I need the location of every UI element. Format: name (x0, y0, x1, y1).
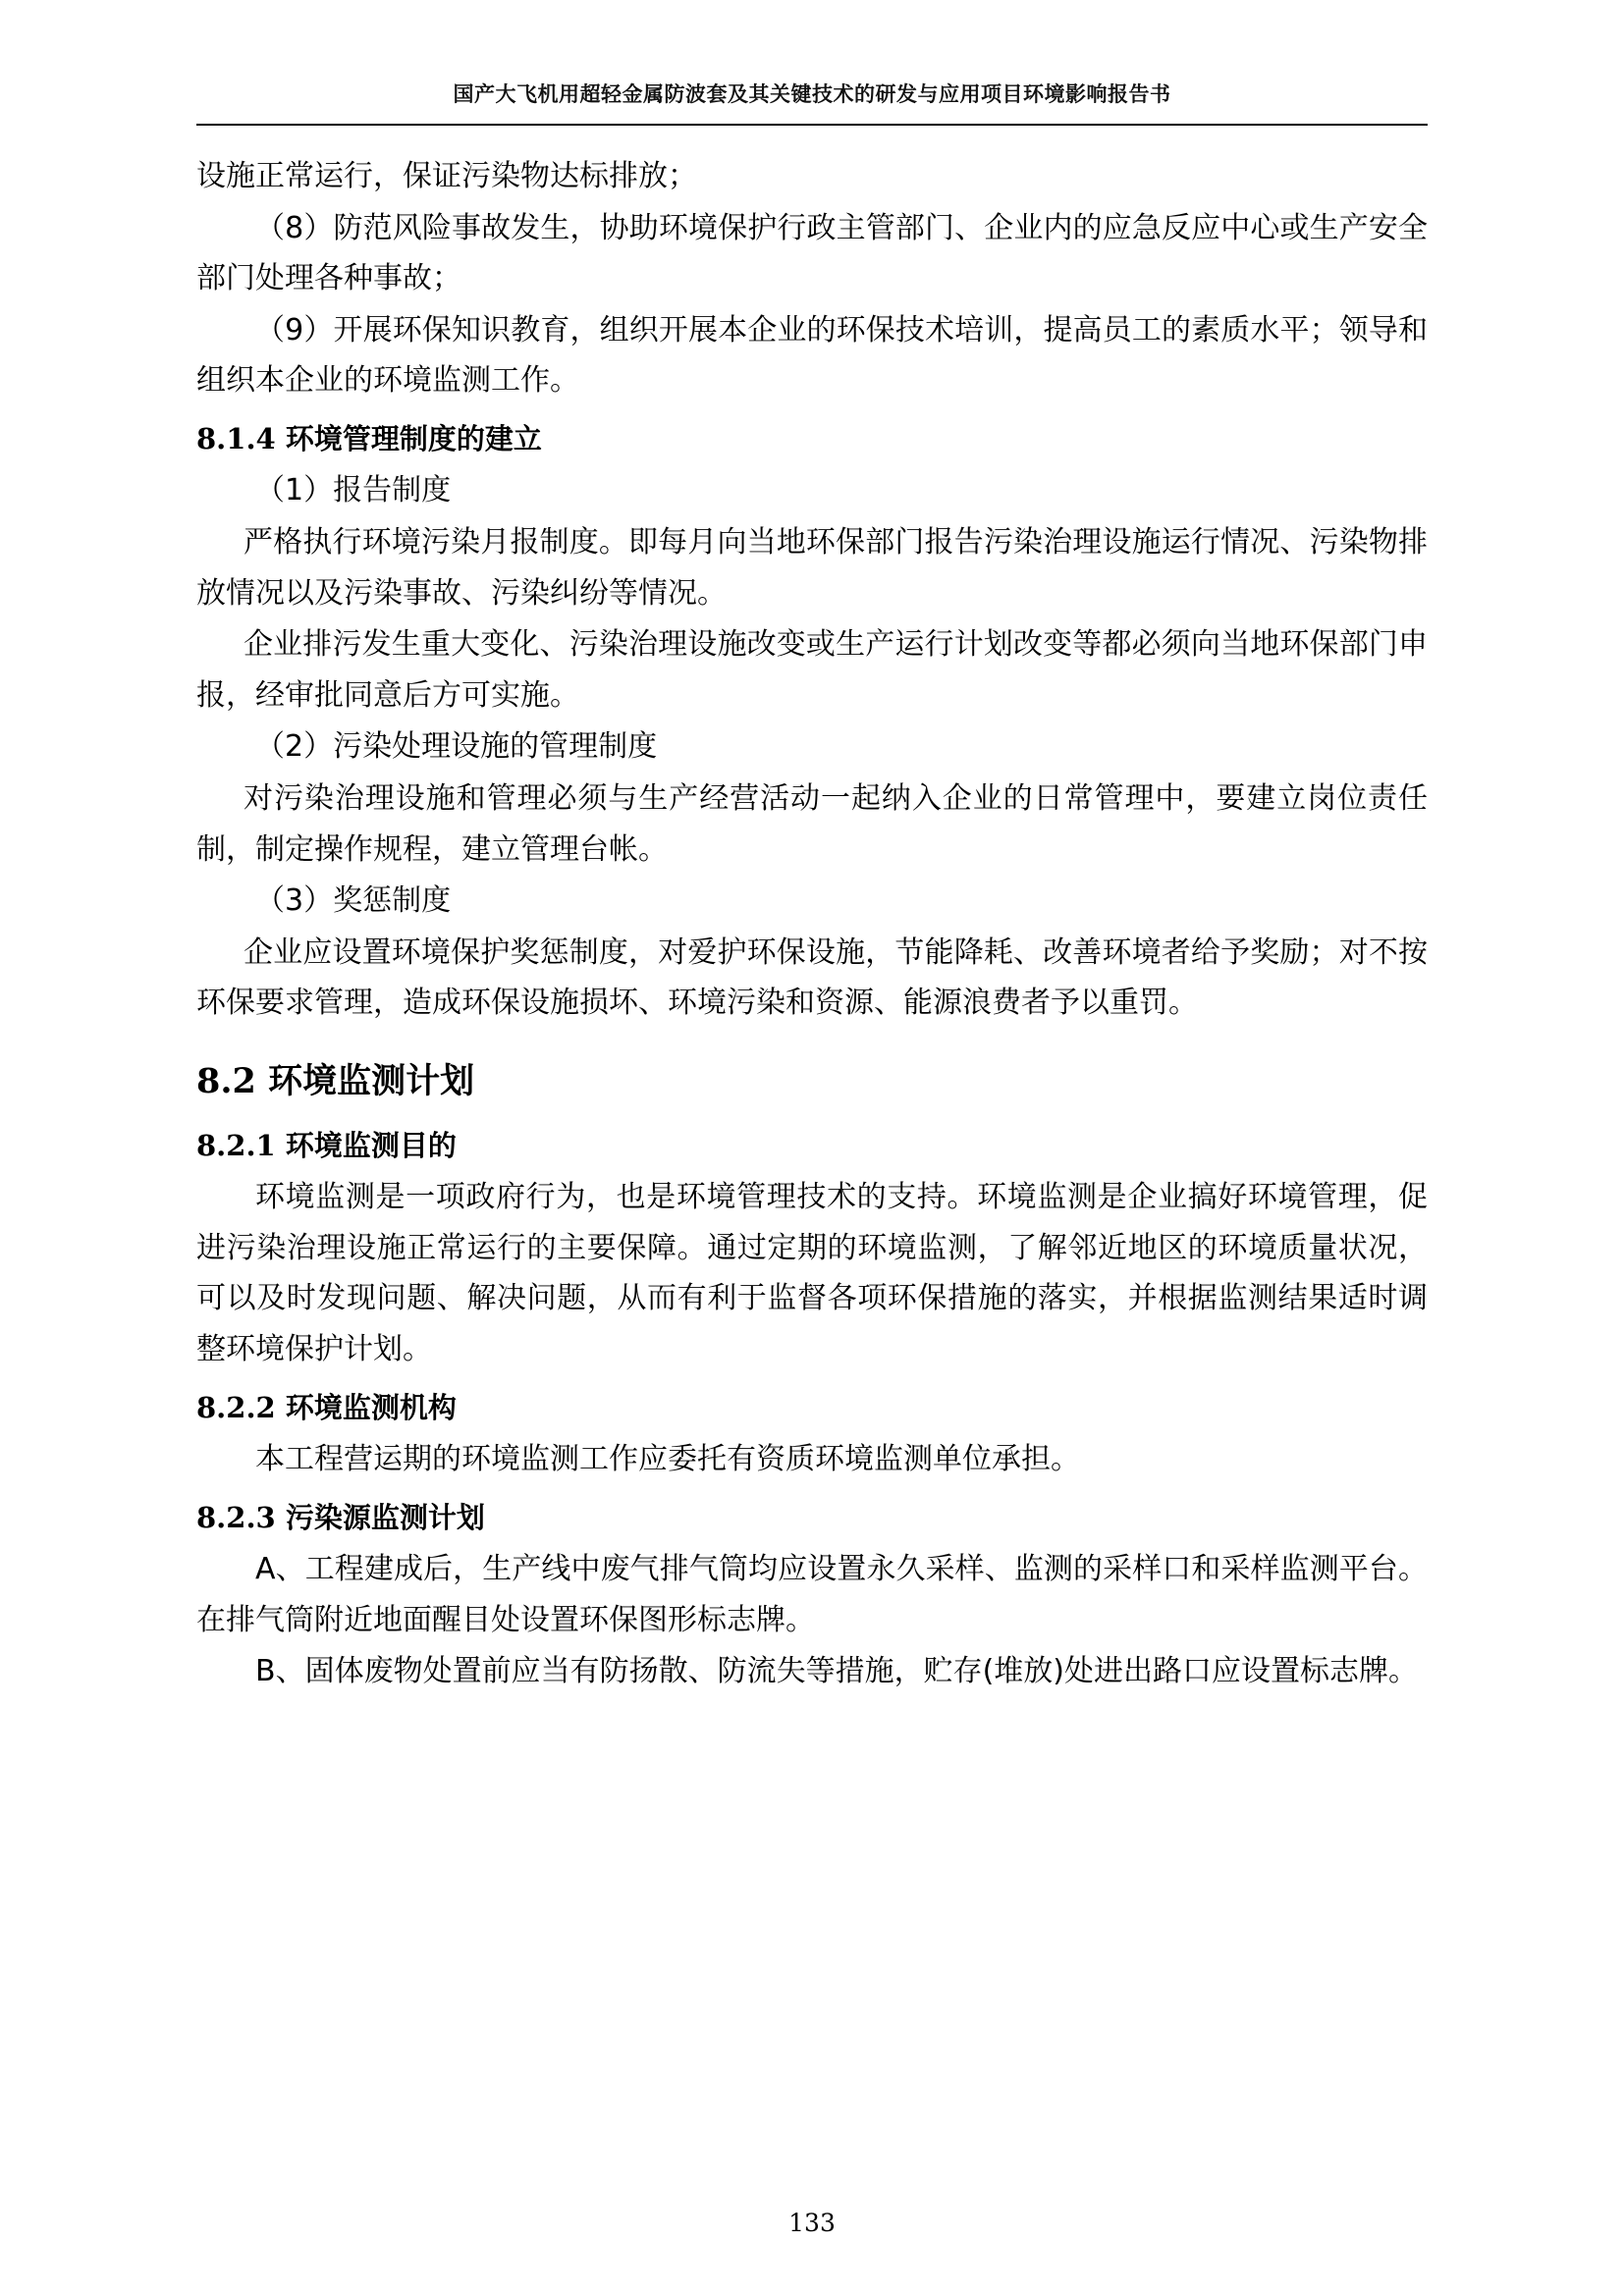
page-header-title: 国产大飞机用超轻金属防波套及其关键技术的研发与应用项目环境影响报告书 (453, 81, 1171, 106)
heading-8-2: 8.2 环境监测计划 (196, 1060, 475, 1101)
heading-8-2-3: 8.2.3 污染源监测计划 (196, 1500, 485, 1534)
header-divider (196, 124, 1428, 126)
paragraph-item-8: （8）防范风险事故发生，协助环境保护行政主管部门、企业内的应急反应中心或生产安全部门处理各种事故； (196, 210, 1428, 296)
paragraph-continued: 设施正常运行，保证污染物达标排放； (196, 159, 697, 193)
heading-8-1-4: 8.1.4 环境管理制度的建立 (196, 421, 542, 455)
paragraph-monitor-purpose: 环境监测是一项政府行为，也是环境管理技术的支持。环境监测是企业搞好环境管理，促进污染治理设施正常运行的主要保障。通过定期的环境监测，了解邻近地区的环境质量状况，可以及时发现问题、解决问题，从而有利于监督各项环保措施的落实，并根据监测结果适时调整环境保护计划。 (196, 1180, 1428, 1367)
page-number: 133 (788, 2209, 836, 2237)
paragraph-reward-1: 企业应设置环境保护奖惩制度，对爱护环保设施，节能降耗、改善环境者给予奖励；对不按环保要求管理，造成环保设施损坏、环境污染和资源、能源浪费者予以重罚。 (196, 934, 1428, 1021)
paragraph-report-1: 严格执行环境污染月报制度。即每月向当地环保部门报告污染治理设施运行情况、污染物排放情况以及污染事故、污染纠纷等情况。 (196, 524, 1428, 611)
subheading-report-system: （1）报告制度 (255, 473, 452, 508)
page-body (196, 151, 1428, 1697)
heading-8-2-2: 8.2.2 环境监测机构 (196, 1390, 457, 1424)
subheading-reward-punishment: （3）奖惩制度 (255, 883, 452, 919)
paragraph-report-2: 企业排污发生重大变化、污染治理设施改变或生产运行计划改变等都必须向当地环保部门申报，经审批同意后方可实施。 (196, 627, 1428, 713)
paragraph-source-plan-a: A、工程建成后，生产线中废气排气筒均应设置永久采样、监测的采样口和采样监测平台。在排气筒附近地面醒目处设置环保图形标志牌。 (196, 1552, 1428, 1637)
paragraph-item-9: （9）开展环保知识教育，组织开展本企业的环保技术培训，提高员工的素质水平；领导和组织本企业的环境监测工作。 (196, 312, 1428, 399)
paragraph-source-plan-b: B、固体废物处置前应当有防扬散、防流失等措施，贮存(堆放)处进出路口应设置标志牌。 (255, 1654, 1418, 1689)
paragraph-monitor-org: 本工程营运期的环境监测工作应委托有资质环境监测单位承担。 (255, 1442, 1080, 1477)
subheading-pollution-facility-management: （2）污染处理设施的管理制度 (255, 729, 658, 765)
heading-8-2-1: 8.2.1 环境监测目的 (196, 1128, 457, 1162)
paragraph-facility-1: 对污染治理设施和管理必须与生产经营活动一起纳入企业的日常管理中，要建立岗位责任制，制定操作规程，建立管理台帐。 (196, 780, 1428, 867)
